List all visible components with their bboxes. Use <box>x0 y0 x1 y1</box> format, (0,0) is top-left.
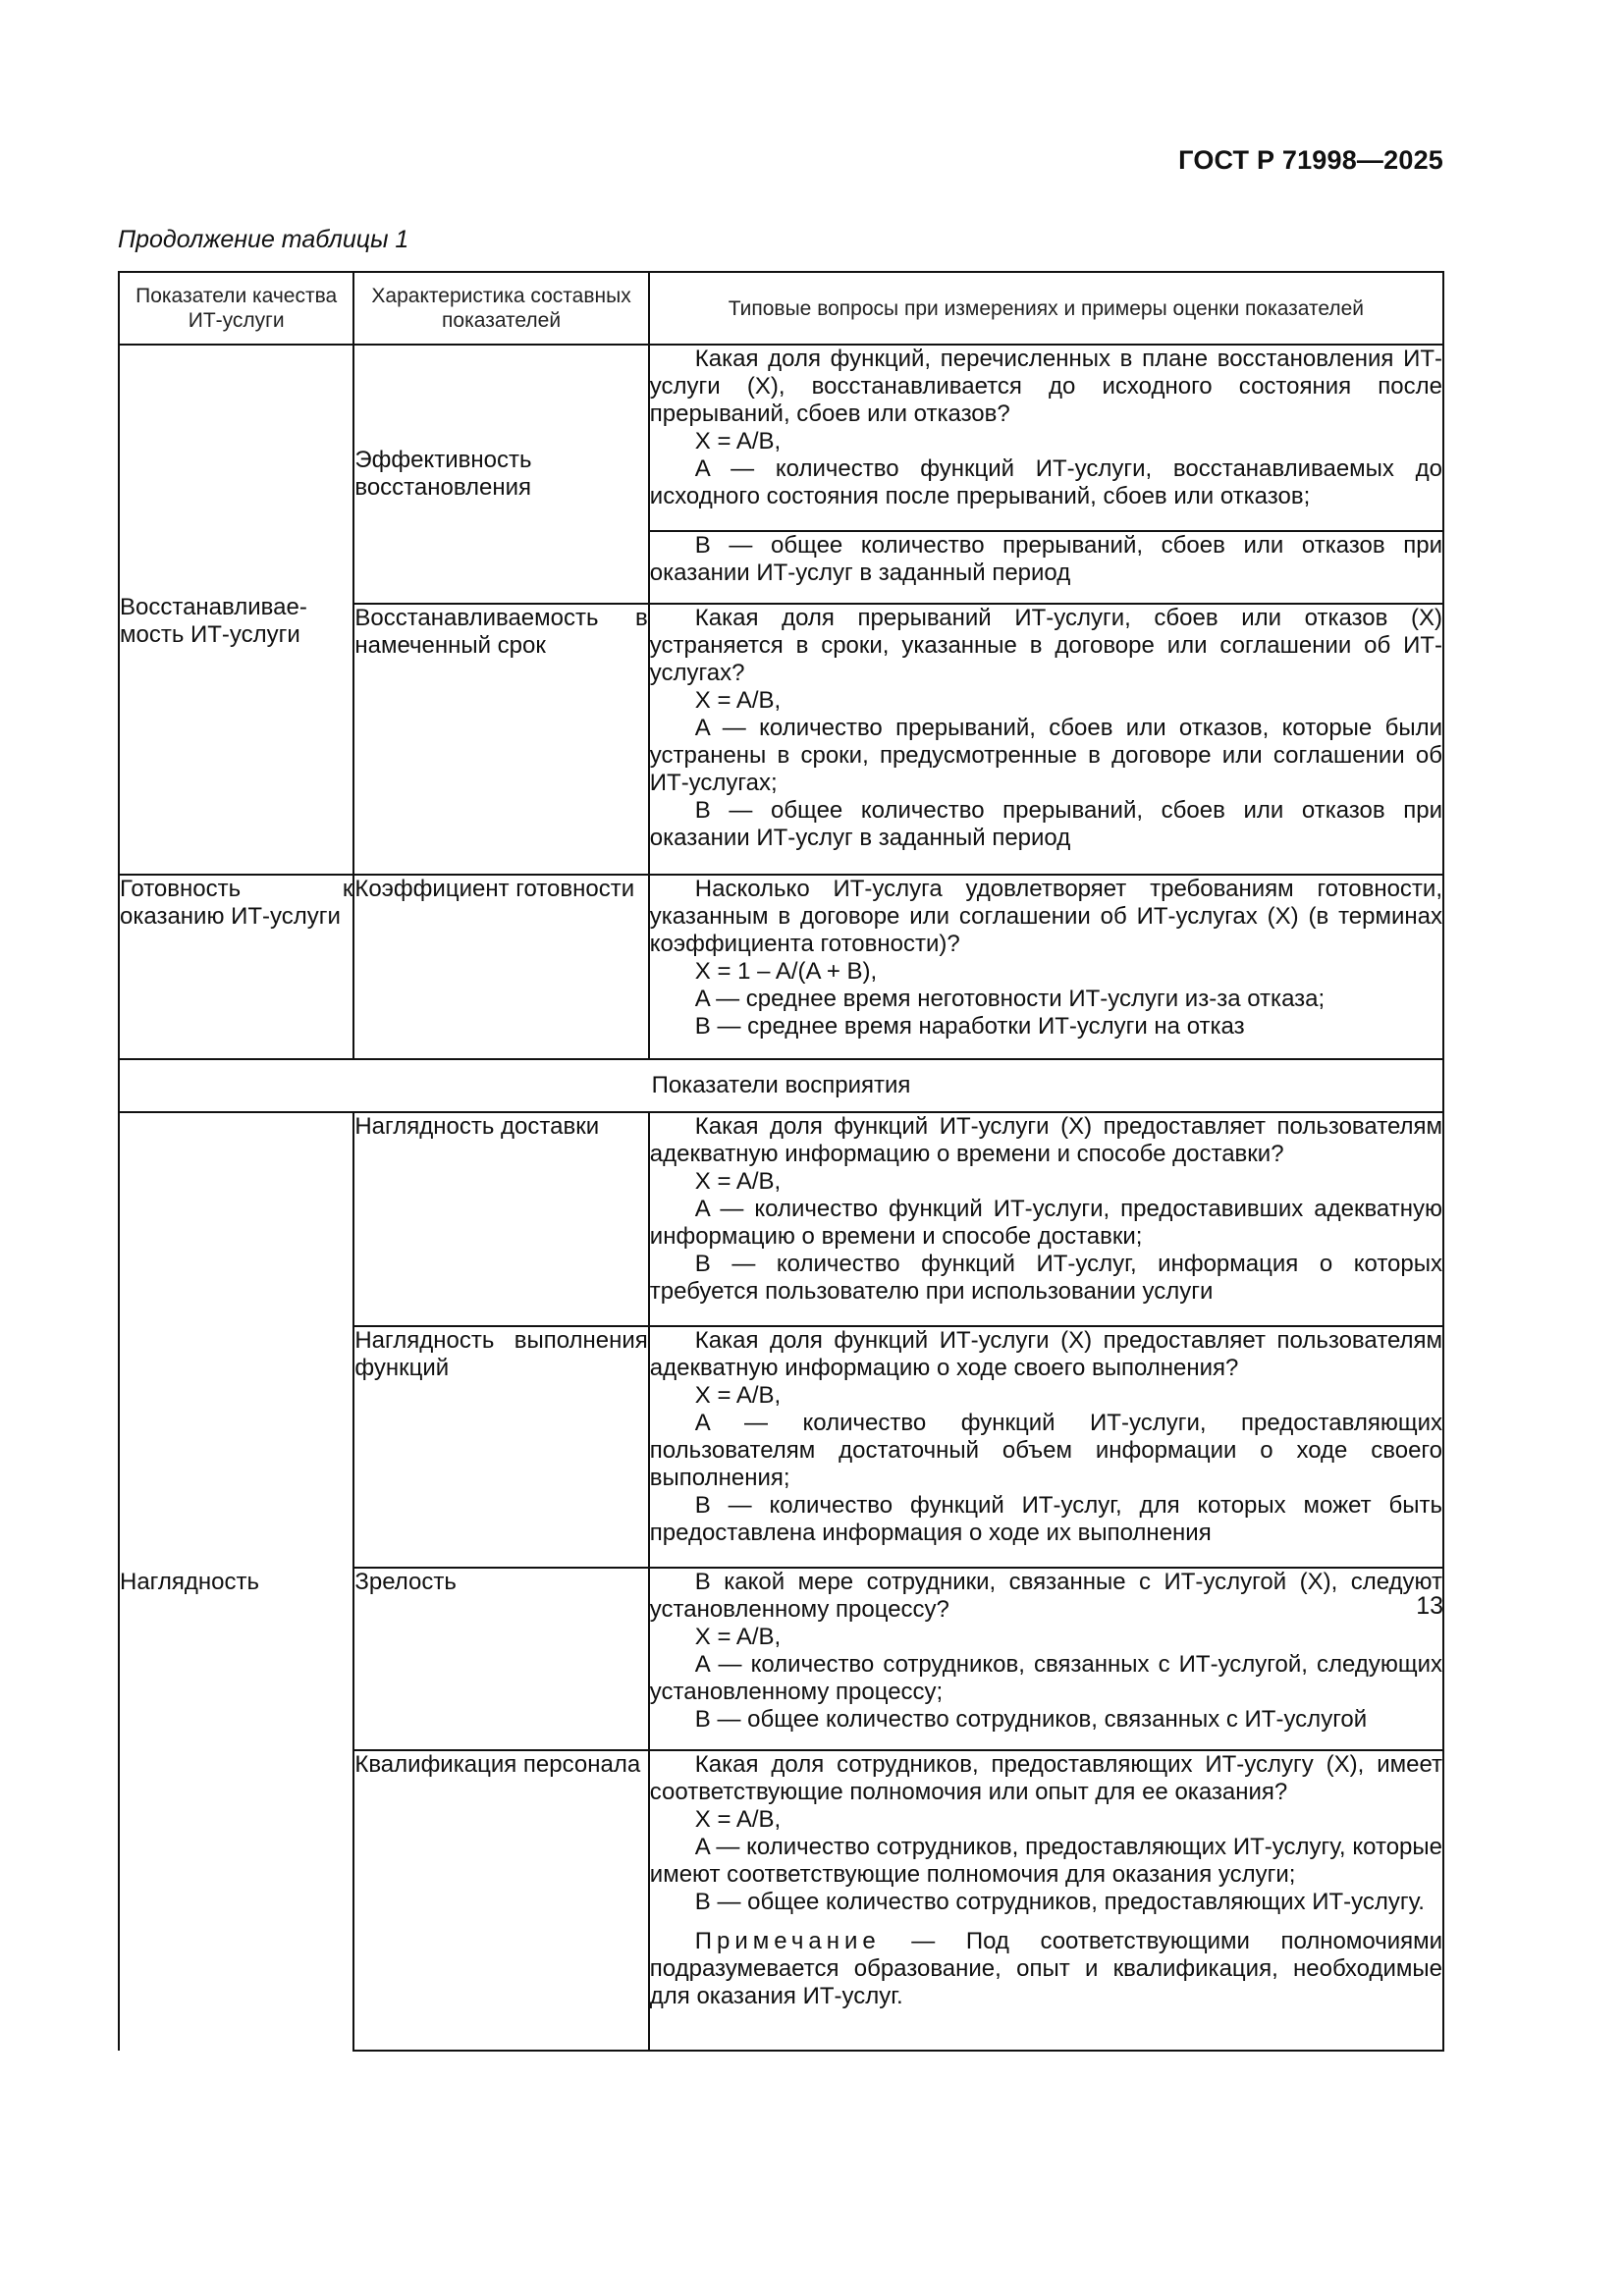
column-header-questions: Типовые вопросы при измерениях и примеры оценки показателей <box>649 272 1443 345</box>
question-staff-qualification: Какая доля сотрудников, предоставляющих ИТ-услугу (X), имеет соответствующие полномочия или опыт для ее оказания? X = A/B, A — количество сотрудников, предоставляющих ИТ-услугу, которые имеют соответствующие полномочия для оказания услуги; B — общее количество сотрудников, предоставляющих ИТ-услугу. Примечание — Под соответствующими полномочиями подразумевается образование, опыт и квалификация, необходимые для оказания ИТ-услуг. <box>649 1750 1443 2051</box>
characteristic-execution-clarity: Наглядность выполнения функций <box>353 1326 648 1568</box>
page-number: 13 <box>1416 1592 1443 1620</box>
question-recovery-efficiency-continued: B — общее количество прерываний, сбоев или отказов при оказании ИТ-услуг в заданный период <box>649 531 1443 604</box>
column-header-characteristics: Характеристика составных показателей <box>353 272 648 345</box>
characteristic-recovery-in-term: Восстанавливаемость в намеченный срок <box>353 604 648 875</box>
characteristic-readiness-coefficient: Коэффициент готовности <box>353 875 648 1059</box>
group-label-readiness: Готовность к оказанию ИТ-услуги <box>119 875 353 1059</box>
question-delivery-clarity: Какая доля функций ИТ-услуги (X) предоставляет пользователям адекватную информацию о времени и способе доставки? X = A/B, A — количество функций ИТ-услуги, предоставивших адекватную информацию о времени и способе доставки; B — количество функций ИТ-услуг, информация о которых требуется пользователю при использовании услуги <box>649 1112 1443 1326</box>
characteristic-maturity: Зрелость <box>353 1568 648 1750</box>
question-execution-clarity: Какая доля функций ИТ-услуги (X) предоставляет пользователям адекватную информацию о ходе своего выполнения? X = A/B, A — количество функций ИТ-услуги, предоставляющих пользователям достаточный объем информации о ходе своего выполнения; B — количество функций ИТ-услуг, для которых может быть предоставлена информация о ходе их выполнения <box>649 1326 1443 1568</box>
question-maturity: В какой мере сотрудники, связанные с ИТ-услугой (X), следуют установленному процессу? X = A/B, A — количество сотрудников, связанных с ИТ-услугой, следующих установленному процессу; B — общее количество сотрудников, связанных с ИТ-услугой <box>649 1568 1443 1750</box>
characteristic-delivery-clarity: Наглядность доставки <box>353 1112 648 1326</box>
question-readiness-coefficient: Насколько ИТ-услуга удовлетворяет требованиям готовности, указанным в договоре или соглашении об ИТ-услугах (X) (в терминах коэффициента готовности)? X = 1 – A/(A + B), A — среднее время неготовности ИТ-услуги из-за отказа; B — среднее время наработки ИТ-услуги на отказ <box>649 875 1443 1059</box>
group-label-recoverability: Восстанавливае-мость ИТ-услуги <box>119 345 353 875</box>
table-section-row <box>119 1059 1443 1112</box>
question-recovery-efficiency: Какая доля функций, перечисленных в плане восстановления ИТ-услуги (X), восстанавливается до исходного состояния после прерываний, сбоев или отказов? X = A/B, A — количество функций ИТ-услуги, восстанавливаемых до исходного состояния после прерываний, сбоев или отказов; <box>649 345 1443 531</box>
column-header-indicators: Показатели качества ИТ-услуги <box>119 272 353 345</box>
table-row <box>119 345 1443 531</box>
characteristic-recovery-efficiency: Эффективность восстановления <box>353 345 648 604</box>
question-recovery-in-term: Какая доля прерываний ИТ-услуги, сбоев или отказов (X) устраняется в сроки, указанные в договоре или соглашении об ИТ-услугах? X = A/B, A — количество прерываний, сбоев или отказов, которые были устранены в сроки, предусмотренные в договоре или соглашении об ИТ-услугах; B — общее количество прерываний, сбоев или отказов при оказании ИТ-услуг в заданный период <box>649 604 1443 875</box>
table-row <box>119 875 1443 1059</box>
document-number: ГОСТ Р 71998—2025 <box>1178 145 1443 175</box>
table-header-row <box>119 272 1443 345</box>
table-caption: Продолжение таблицы 1 <box>118 226 409 253</box>
table-row <box>119 1112 1443 1326</box>
group-label-clarity: Наглядность <box>119 1112 353 2051</box>
table-note: Примечание — Под соответствующими полномочиями подразумевается образование, опыт и квалификация, необходимые для оказания ИТ-услуг. <box>649 1928 1443 2009</box>
section-title-perception: Показатели восприятия <box>119 1059 1443 1112</box>
characteristic-staff-qualification: Квалификация персонала <box>353 1750 648 2051</box>
indicators-table <box>118 271 1444 2052</box>
